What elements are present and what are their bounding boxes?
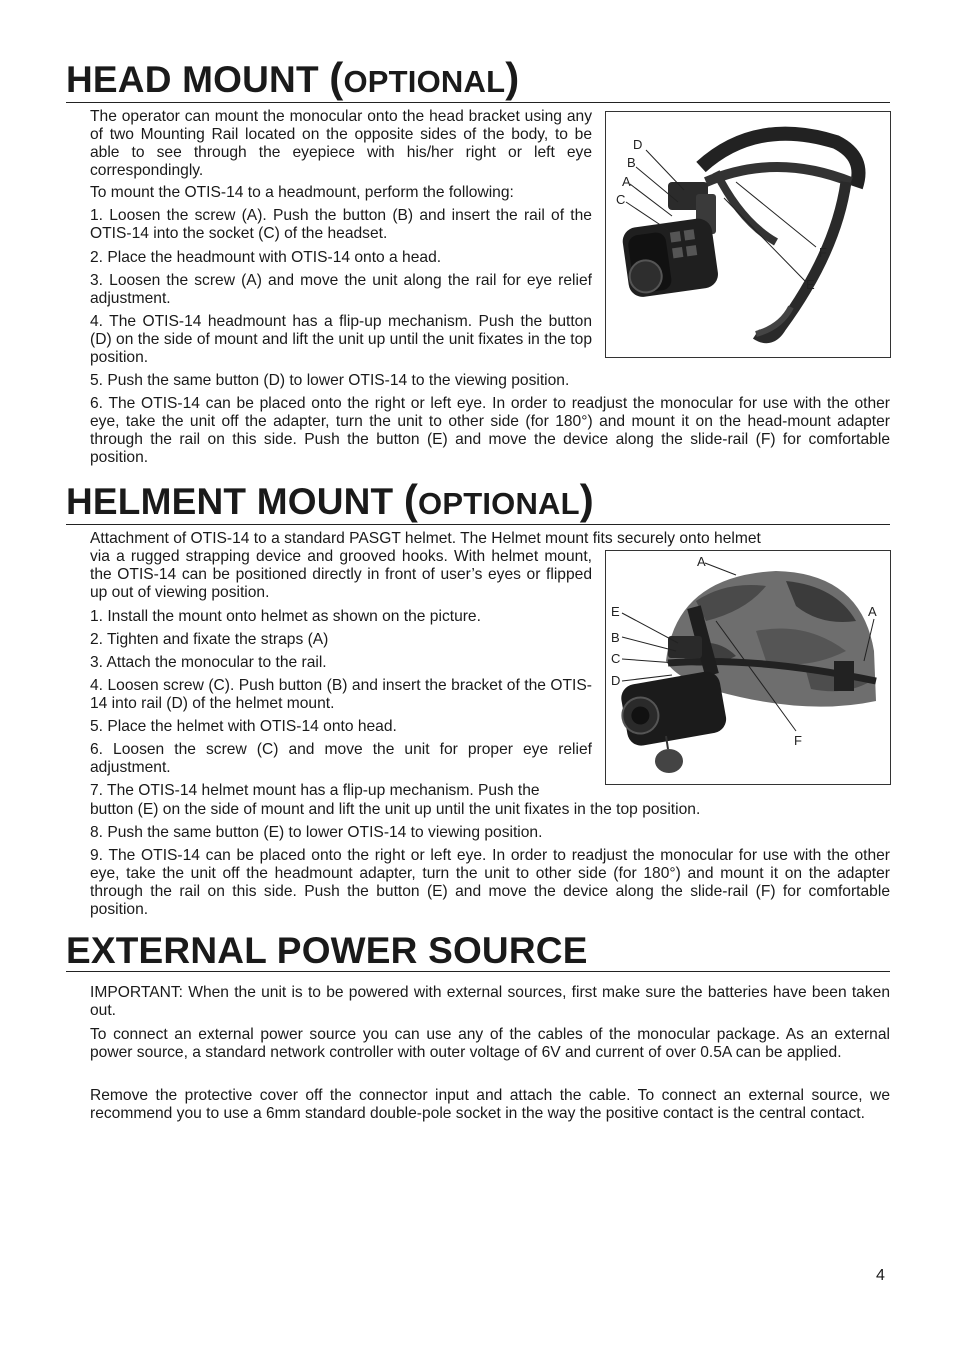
helmet-label-b: B: [611, 630, 620, 645]
heading-main: HEAD MOUNT: [66, 59, 319, 100]
head-mount-heading: [66, 54, 890, 103]
helmet-mount-step-7-line2: button (E) on the side of mount and lift the unit up until the unit fixates in the top position.: [90, 801, 701, 818]
helmet-mount-illustration: [606, 551, 890, 784]
head-mount-step-6: 6. The OTIS-14 can be placed onto the right or left eye. In order to readjust the monocular for use with the other eye, take the unit off the adapter, turn the unit to other side (for 180°) and mount it on the head-mount adapter through the rail on this side. Push the button (E) and move the device along the slide-rail (F) for comfortable position.: [90, 395, 890, 466]
helmet-mount-step-2: 2. Tighten and fixate the straps (A): [90, 631, 329, 648]
head-label-e: E: [806, 277, 815, 292]
heading-paren-open: (: [329, 54, 344, 101]
helmet-mount-intro-rest: via a rugged strapping device and grooved hooks. With helmet mount, the OTIS-14 can be positioned directly in front of user’s eyes or flipped up out of viewing position.: [90, 548, 592, 601]
head-mount-para-1: The operator can mount the monocular onto the head bracket using any of two Mounting Rail located on the opposite sides of the body, to be able to see through the eyepiece with his/her right or left eye correspondingly.: [90, 108, 592, 179]
head-mount-para-2: To mount the OTIS-14 to a headmount, perform the following:: [90, 184, 514, 201]
external-power-heading: EXTERNAL POWER SOURCE: [66, 931, 890, 972]
heading-paren-close: ): [505, 54, 520, 101]
helmet-mount-intro-line: Attachment of OTIS-14 to a standard PASGT helmet. The Helmet mount fits securely onto helmet: [90, 530, 761, 547]
helmet-label-f: F: [794, 733, 802, 748]
heading-paren-close: ): [579, 476, 594, 523]
helmet-label-a-top: A: [697, 554, 706, 569]
heading-main: HELMENT MOUNT: [66, 481, 394, 522]
head-mount-step-2: 2. Place the headmount with OTIS-14 onto a head.: [90, 249, 442, 266]
helmet-label-e: E: [611, 604, 620, 619]
helmet-mount-step-3: 3. Attach the monocular to the rail.: [90, 654, 327, 671]
helmet-mount-heading: [66, 476, 890, 525]
helmet-mount-step-4: 4. Loosen screw (C). Push button (B) and insert the bracket of the OTIS-14 into rail (D) of the helmet mount.: [90, 677, 592, 712]
heading-sub: OPTIONAL: [343, 64, 506, 99]
head-label-c: C: [616, 192, 626, 207]
helmet-label-d: D: [611, 673, 621, 688]
head-mount-step-4: 4. The OTIS-14 headmount has a flip-up mechanism. Push the button (D) on the side of mount and lift the unit up until the unit fixates in the top position.: [90, 313, 592, 366]
helmet-mount-step-5: 5. Place the helmet with OTIS-14 onto head.: [90, 718, 397, 735]
head-mount-step-1: 1. Loosen the screw (A). Push the button (B) and insert the rail of the OTIS-14 into the socket (C) of the headset.: [90, 207, 592, 242]
heading-paren-open: (: [403, 476, 419, 523]
external-power-para-3: Remove the protective cover off the connector input and attach the cable. To connect an external source, we recommend you to use a 6mm standard double-pole socket in the way the positive contact is the central contact.: [90, 1087, 890, 1122]
heading-sub: OPTIONAL: [418, 486, 580, 521]
external-power-para-2: To connect an external power source you can use any of the cables of the monocular package. As an external power source, a standard network controller with outer voltage of 6V and current of over 0.5A can be applied.: [90, 1026, 890, 1061]
head-mount-figure: [605, 111, 891, 358]
helmet-label-c: C: [611, 651, 621, 666]
helmet-mount-step-6: 6. Loosen the screw (C) and move the unit for proper eye relief adjustment.: [90, 741, 592, 776]
head-mount-illustration: [606, 112, 890, 357]
head-mount-step-5: 5. Push the same button (D) to lower OTIS-14 to the viewing position.: [90, 372, 570, 389]
helmet-mount-step-8: 8. Push the same button (E) to lower OTIS-14 to viewing position.: [90, 824, 543, 841]
helmet-label-a-right: A: [868, 604, 877, 619]
head-label-b: B: [627, 155, 636, 170]
helmet-mount-step-1: 1. Install the mount onto helmet as shown on the picture.: [90, 608, 481, 625]
page-number: 4: [876, 1267, 885, 1284]
head-label-f: F: [819, 245, 827, 260]
helmet-mount-step-9: 9. The OTIS-14 can be placed onto the right or left eye. In order to readjust the monocular for use with the other eye, take the unit off the headmount adapter, turn the unit to other side (for 180°) and mount it on the adapter through the rail on this side. Push the button (E) and move the device along the slide-rail (F) for comfortable position.: [90, 847, 890, 918]
head-label-a: A: [622, 174, 631, 189]
helmet-mount-figure: [605, 550, 891, 785]
helmet-mount-step-7-line1: 7. The OTIS-14 helmet mount has a flip-up mechanism. Push the: [90, 782, 540, 799]
head-label-d: D: [633, 137, 643, 152]
external-power-para-1: IMPORTANT: When the unit is to be powered with external sources, first make sure the batteries have been taken out.: [90, 984, 890, 1019]
head-mount-step-3: 3. Loosen the screw (A) and move the unit along the rail for eye relief adjustment.: [90, 272, 592, 307]
